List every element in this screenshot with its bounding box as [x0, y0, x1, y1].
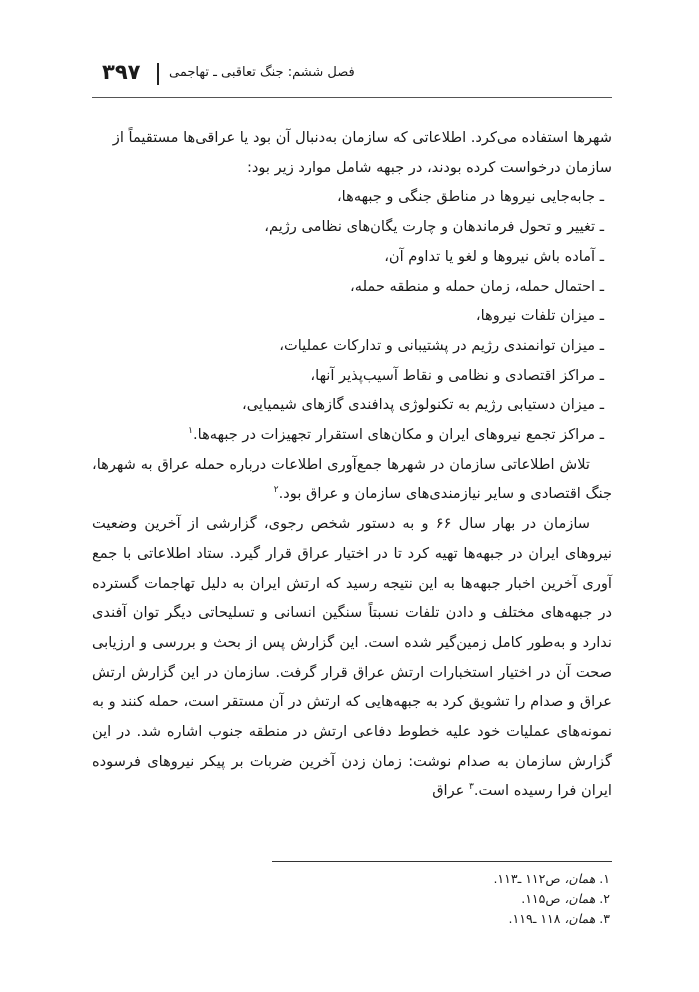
bullet-item: ـ تغییر و تحول فرماندهان و چارت یگان‌های نظامی رژیم، [264, 218, 604, 236]
footnote-ref-3[interactable]: ۳ [468, 782, 474, 793]
footnote-source: همان، [564, 891, 596, 906]
paragraph [92, 450, 612, 509]
bullet-item: ـ جابه‌جایی نیروها در مناطق جنگی و جبهه‌ها، [336, 188, 604, 206]
header-rule [92, 97, 612, 98]
footnote-number: ۱. [599, 871, 610, 886]
header-separator [157, 63, 159, 85]
footnote-ref-2[interactable]: ۲ [273, 485, 279, 496]
running-header [95, 62, 615, 86]
bullet-item: ـ میزان دستیابی رژیم به تکنولوژی پدافندی گازهای شیمیایی، [241, 396, 604, 414]
footnote-pages: ص۱۱۲ ـ۱۱۳. [493, 871, 565, 886]
bullet-item: ـ آماده باش نیروها و لغو یا تداوم آن، [384, 247, 604, 265]
paragraph [92, 509, 612, 806]
footnote-rule [272, 861, 612, 862]
paragraph-tail: عراق [432, 782, 469, 800]
footnotes [300, 869, 610, 929]
chapter-title: فصل ششم: جنگ تعاقبی ـ تهاجمی [169, 65, 355, 80]
footnote-number: ۲. [599, 891, 610, 906]
footnote-pages: ص۱۱۵. [521, 891, 565, 906]
paragraph-text: سازمان در بهار سال ۶۶ و به دستور شخص رجوی، گزارشی از آخرین وضعیت نیروهای ایران در جبهه‌ها تهیه کرد تا در اختیار عراق قرار گیرد. ستاد اطلاعاتی با جمع آوری آخرین اخبار جبهه‌ها به این نتیجه رسید که ارتش ایران به دلیل تهاجمات گسترده در جبهه‌های مختلف و دادن تلفات نسبتاً سنگین انسانی و تسلیحاتی دیگر توان آفندی ندارد و به‌طور کامل زمین‌گیر شده است. این گزارش پس از بحث و بررسی و ارزیابی صحت آن در اختیار استخبارات ارتش عراق قرار گرفت. سازمان در این گزارش ارتش عراق و صدام را تشویق کرد به جبهه‌هایی که ارتش در آن مستقر است، حمله کنند و به نمونه‌های عملیات خود علیه خطوط دفاعی ارتش در منطقه جنوب اشاره شد. در این گزارش سازمان به صدام نوشت: زمان زدن آخرین ضربات بر پیکر نیروهای فرسوده ایران فرا رسیده است. [92, 515, 612, 800]
bullet-item-last [92, 420, 612, 450]
bullet-item: ـ احتمال حمله، زمان حمله و منطقه حمله، [350, 277, 604, 295]
bullet-item: ـ میزان تلفات نیروها، [475, 307, 604, 325]
footnote-number: ۳. [599, 911, 610, 926]
intro-line: شهرها استفاده می‌کرد. اطلاعاتی که سازمان به‌دنبال آن بود یا عراقی‌ها مستقیماً از [112, 129, 612, 146]
bullet-text: ـ مراکز تجمع نیروهای ایران و مکان‌های استقرار تجهیزات در جبهه‌ها. [193, 426, 604, 444]
footnote [300, 909, 610, 929]
footnote-ref-1[interactable]: ۱ [188, 426, 194, 437]
paragraph-text: تلاش اطلاعاتی سازمان در شهرها جمع‌آوری اطلاعات درباره حمله عراق به شهرها، جنگ اقتصادی و سایر نیازمندی‌های سازمان و عراق بود. [92, 455, 612, 503]
footnote [300, 869, 610, 889]
bullet-item: ـ میزان توانمندی رژیم در پشتیبانی و تدارکات عملیات، [279, 336, 604, 354]
bullet-item: ـ مراکز اقتصادی و نظامی و نقاط آسیب‌پذیر آنها، [310, 366, 604, 384]
footnote [300, 889, 610, 909]
footnote-source: همان، [564, 871, 596, 886]
footnote-pages: ۱۱۸ ـ۱۱۹. [508, 911, 565, 926]
page-number: ۳۹۷ [102, 60, 141, 84]
intro-line: سازمان درخواست کرده بودند، در جبهه شامل موارد زیر بود: [246, 158, 612, 176]
main-text [92, 123, 612, 806]
footnote-source: همان، [564, 911, 596, 926]
